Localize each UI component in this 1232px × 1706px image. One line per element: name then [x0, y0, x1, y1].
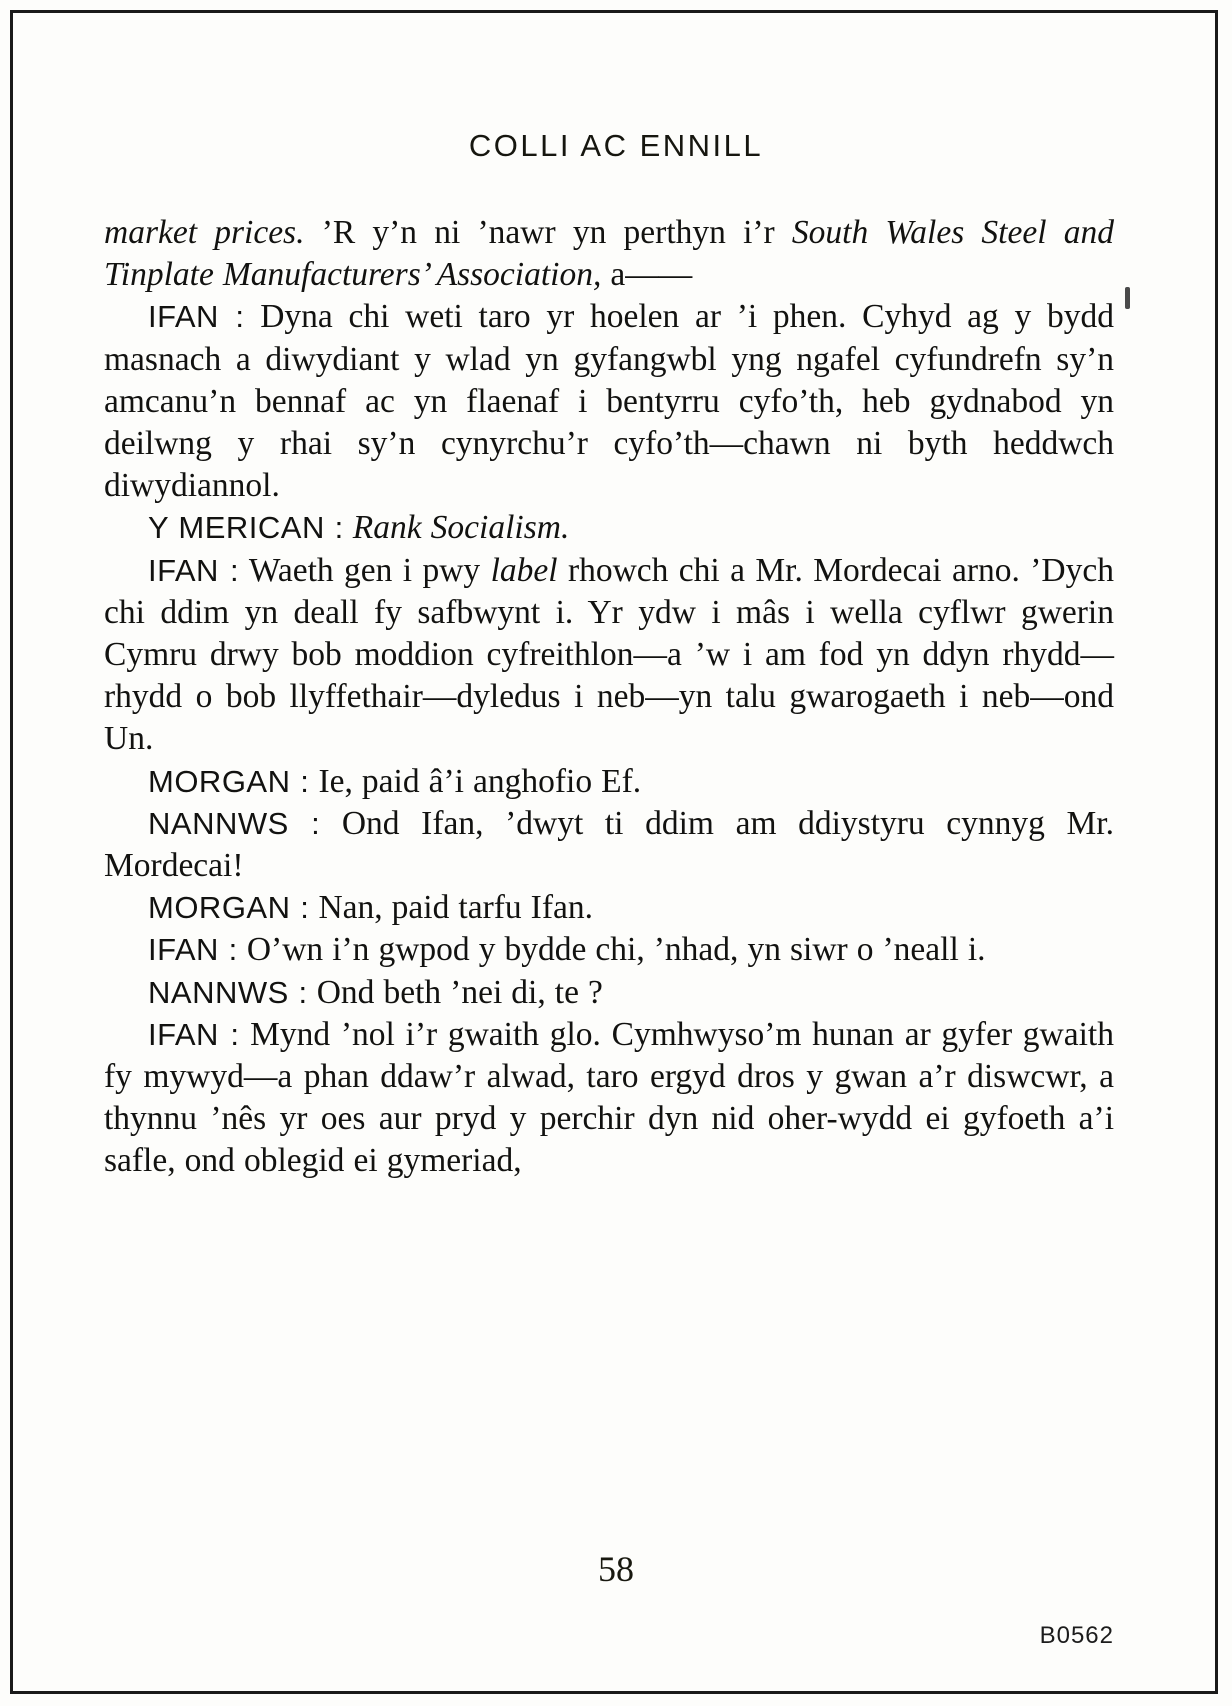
- text-run: Nan, paid tarfu Ifan.: [309, 889, 593, 927]
- shelfmark-label: B0562: [1039, 1622, 1114, 1649]
- speaker-label: IFAN :: [148, 932, 238, 968]
- paragraph: [104, 761, 1114, 803]
- paragraph: [104, 296, 1114, 507]
- text-run: Ond Ifan, ’dwyt ti ddim am ddiystyru cynnyg Mr. Mordecai!: [104, 804, 1114, 885]
- paragraph: [104, 1014, 1114, 1183]
- text-run: Waeth gen i pwy: [239, 551, 491, 589]
- text-run: rhowch chi a Mr. Mordecai arno. ’Dych chi ddim yn deall fy safbwynt i. Yr ydw i mâs i wella cyflwr gwerin Cymru drwy bob moddion cyfreithlon—a ’w i am fod yn ddyn rhydd—rhydd o bob llyffethair—dyledus i neb—yn talu gwarogaeth i neb—ond Un.: [104, 551, 1114, 758]
- italic-run: label: [490, 551, 558, 589]
- speaker-label: MORGAN :: [148, 763, 310, 799]
- text-run: Dyna chi weti taro yr hoelen ar ’i phen. Cyhyd ag y bydd masnach a diwydiant y wlad yn gyfangwbl yng ngafel cyfundrefn sy’n amcanu’n bennaf ac yn flaenaf i bentyrru cyfo’th, heb gydnabod yn deilwng y rhai sy’n cynyrchu’r cyfo’th—chawn ni byth heddwch diwydiannol.: [104, 298, 1114, 505]
- paragraph: [104, 887, 1114, 929]
- text-run: Ie, paid â’i anghofio Ef.: [309, 762, 642, 800]
- page-edge-mark: [1125, 287, 1130, 309]
- paragraph: [104, 550, 1114, 761]
- text-run: a——: [601, 256, 693, 294]
- text-run: Mynd ’nol i’r gwaith glo. Cymhwyso’m hunan ar gyfer gwaith fy mywyd—a phan ddaw’r alwad, taro ergyd dros y gwan a’r diswcwr, a thynnu ’nês yr oes aur pryd y perchir dyn nid oher-wydd ei gyfoeth a’i safle, ond oblegid ei gymeriad,: [104, 1015, 1114, 1180]
- speaker-label: NANNWS :: [148, 805, 321, 841]
- text-run: O’wn i’n gwpod y bydde chi, ’nhad, yn siwr o ’neall i.: [237, 931, 986, 969]
- speaker-label: IFAN :: [148, 299, 245, 335]
- running-head: COLLI AC ENNILL: [468, 128, 764, 163]
- speaker-label: MORGAN :: [148, 890, 310, 926]
- paragraph: [104, 929, 1114, 971]
- speaker-label: IFAN :: [148, 552, 240, 588]
- text-run: Ond beth ’nei di, te ?: [307, 973, 603, 1011]
- speaker-label: NANNWS :: [148, 974, 308, 1010]
- italic-run: Rank Socialism.: [352, 509, 570, 547]
- paragraph: [104, 507, 1114, 549]
- italic-run: market prices.: [104, 214, 305, 251]
- paragraph: [104, 972, 1114, 1014]
- page-number: 58: [598, 1549, 634, 1589]
- body-text-column: [104, 212, 1114, 1183]
- speaker-label: IFAN :: [148, 1016, 240, 1052]
- text-run: [344, 509, 353, 546]
- speaker-label: Y MERICAN :: [148, 510, 344, 546]
- text-run: ’R y’n ni ’nawr yn perthyn i’r: [304, 214, 792, 251]
- paragraph: [104, 803, 1114, 887]
- paragraph: [104, 212, 1114, 296]
- italic-run: South Wales Steel and Tinplate Manufacturers’ Association,: [104, 214, 1114, 294]
